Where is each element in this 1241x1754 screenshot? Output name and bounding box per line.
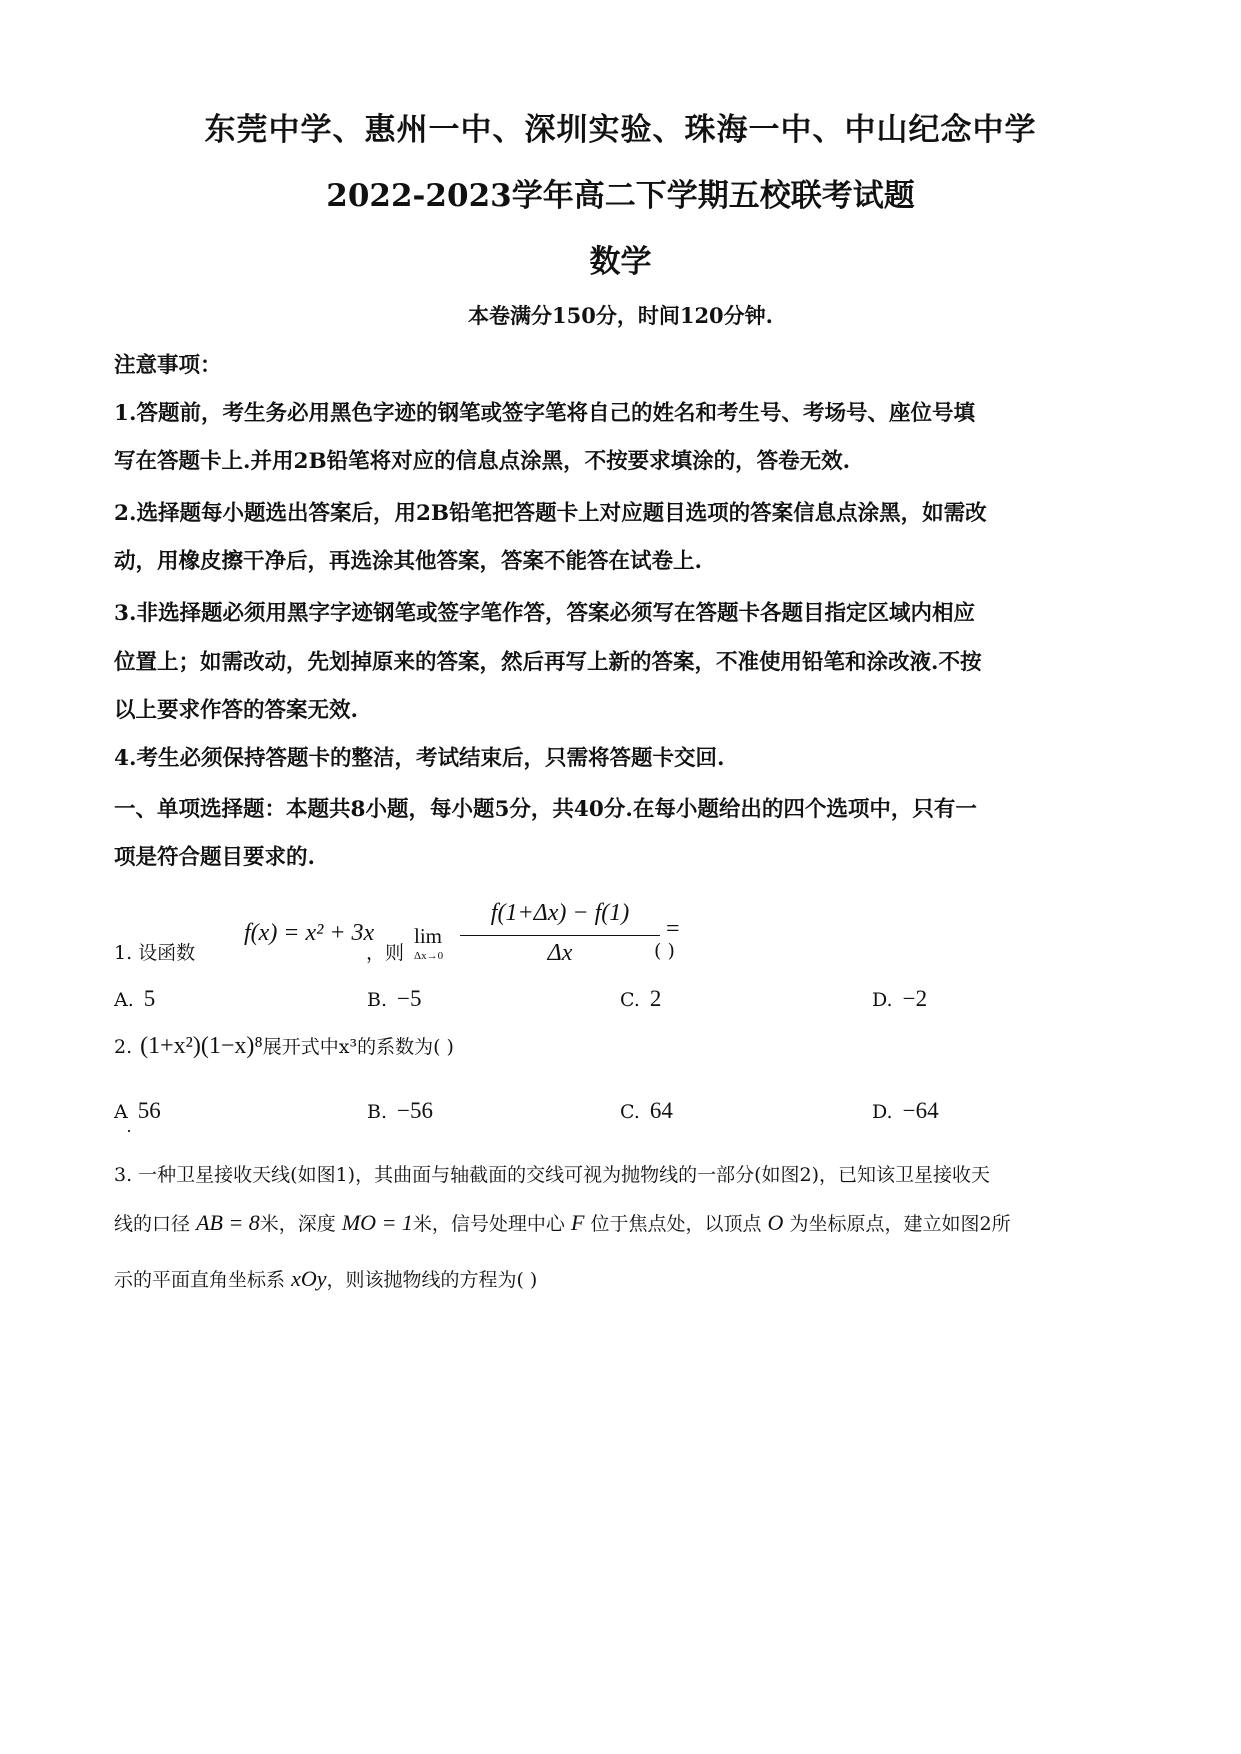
- q3-text: 位于焦点处，以顶点: [590, 1213, 762, 1235]
- option-value: 64: [649, 1098, 673, 1123]
- option-letter: A.: [114, 989, 134, 1011]
- question-2: [114, 1032, 454, 1060]
- score-time-note: 本卷满分150分，时间120分钟.: [468, 303, 773, 328]
- option-value: −64: [902, 1098, 939, 1123]
- option-letter: A: [114, 1101, 128, 1123]
- fraction-denominator: Δx: [547, 940, 573, 966]
- limit-expression: [414, 900, 664, 980]
- option-letter: D.: [872, 1101, 893, 1123]
- question-3-line-3: [114, 1264, 1134, 1295]
- answer-blank: ( ): [654, 940, 675, 962]
- q3-text: 示的平面直角坐标系: [114, 1269, 286, 1291]
- section-1-heading-line-2: 项是符合题目要求的.: [114, 845, 315, 870]
- option-letter: B.: [367, 1101, 388, 1123]
- question-3-line-1: 3. 一种卫星接收天线(如图1)，其曲面与轴截面的交线可视为抛物线的一部分(如图2)，已知该卫星接收天: [114, 1164, 990, 1186]
- question-2-expression: (1+x²)(1−x)⁸: [140, 1033, 263, 1059]
- note-3-line-2: 位置上；如需改动，先划掉原来的答案，然后再写上新的答案，不准使用铅笔和涂改液.不按: [114, 650, 982, 675]
- q2-option-d: [872, 1098, 939, 1124]
- option-letter: D.: [872, 989, 893, 1011]
- q1-option-a: [114, 986, 155, 1012]
- fraction-numerator: f(1+Δx) − f(1): [490, 900, 630, 926]
- option-value: −56: [397, 1098, 433, 1123]
- q1-option-c: [620, 986, 661, 1012]
- note-1-line-1: 1.答题前，考生务必用黑色字迹的钢笔或签字笔将自己的姓名和考生号、考场号、座位号填: [114, 401, 975, 426]
- question-1-prefix: 1. 设函数: [114, 942, 196, 964]
- q3-text: 米，信号处理中心: [412, 1213, 565, 1235]
- section-1-heading-line-1: 一、单项选择题：本题共8小题，每小题5分，共40分.在每小题给出的四个选项中，只有一: [114, 797, 977, 822]
- note-2-line-2: 动，用橡皮擦干净后，再选涂其他答案，答案不能答在试卷上.: [114, 549, 702, 574]
- question-1: [114, 880, 1134, 970]
- exam-title-schools: 东莞中学、惠州一中、深圳实验、珠海一中、中山纪念中学: [204, 112, 1037, 148]
- note-2-line-1: 2.选择题每小题选出答案后，用2B铅笔把答题卡上对应题目选项的答案信息点涂黑，如需改: [114, 501, 987, 526]
- note-1-line-2: 写在答题卡上.并用2B铅笔将对应的信息点涂黑，不按要求填涂的，答卷无效.: [114, 449, 851, 474]
- exam-title-term: 2022-2023学年高二下学期五校联考试题: [326, 178, 915, 214]
- q2-option-c: [620, 1098, 673, 1124]
- option-value: 56: [137, 1098, 161, 1123]
- stray-dot: [128, 1130, 130, 1132]
- option-value: 5: [143, 986, 156, 1011]
- q1-option-b: [367, 986, 422, 1012]
- q2-option-a: [114, 1098, 161, 1124]
- q3-text: 线的口径: [114, 1213, 191, 1235]
- q1-option-d: [872, 986, 927, 1012]
- q3-ab-expression: AB = 8: [196, 1210, 260, 1235]
- question-2-number: 2.: [114, 1036, 133, 1058]
- note-3-line-3: 以上要求作答的答案无效.: [114, 698, 358, 723]
- q3-vertex-o: O: [767, 1210, 784, 1235]
- question-2-text: 展开式中x³的系数为( ): [262, 1036, 454, 1058]
- q2-option-b: [367, 1098, 433, 1124]
- q3-text: 米，深度: [259, 1213, 336, 1235]
- question-1-then: ，则: [366, 942, 405, 964]
- limit-operator: lim: [414, 924, 443, 948]
- note-3-line-1: 3.非选择题必须用黑字字迹钢笔或签字笔作答，答案必须写在答题卡各题目指定区域内相应: [114, 601, 975, 626]
- q3-text: 为坐标原点，建立如图2所: [789, 1213, 1011, 1235]
- q3-coordinate-system: xOy: [291, 1266, 327, 1291]
- exam-subject: 数学: [589, 244, 652, 280]
- option-letter: C.: [620, 1101, 640, 1123]
- notes-heading: 注意事项：: [114, 353, 222, 378]
- equals-sign: =: [666, 916, 680, 942]
- question-3-line-2: [114, 1208, 1134, 1239]
- note-4: 4.考生必须保持答题卡的整洁，考试结束后，只需将答题卡交回.: [114, 746, 725, 771]
- option-letter: C.: [620, 989, 640, 1011]
- option-letter: B.: [367, 989, 388, 1011]
- option-value: −5: [397, 986, 422, 1011]
- question-1-function: f(x) = x² + 3x: [244, 920, 375, 946]
- option-value: −2: [902, 986, 928, 1011]
- q3-text: ，则该抛物线的方程为( ): [326, 1269, 538, 1291]
- q3-focus-f: F: [570, 1210, 585, 1235]
- limit-subscript: Δx→0: [414, 950, 444, 962]
- q3-mo-expression: MO = 1: [341, 1210, 413, 1235]
- fraction-bar: [460, 935, 660, 936]
- option-value: 2: [649, 986, 662, 1011]
